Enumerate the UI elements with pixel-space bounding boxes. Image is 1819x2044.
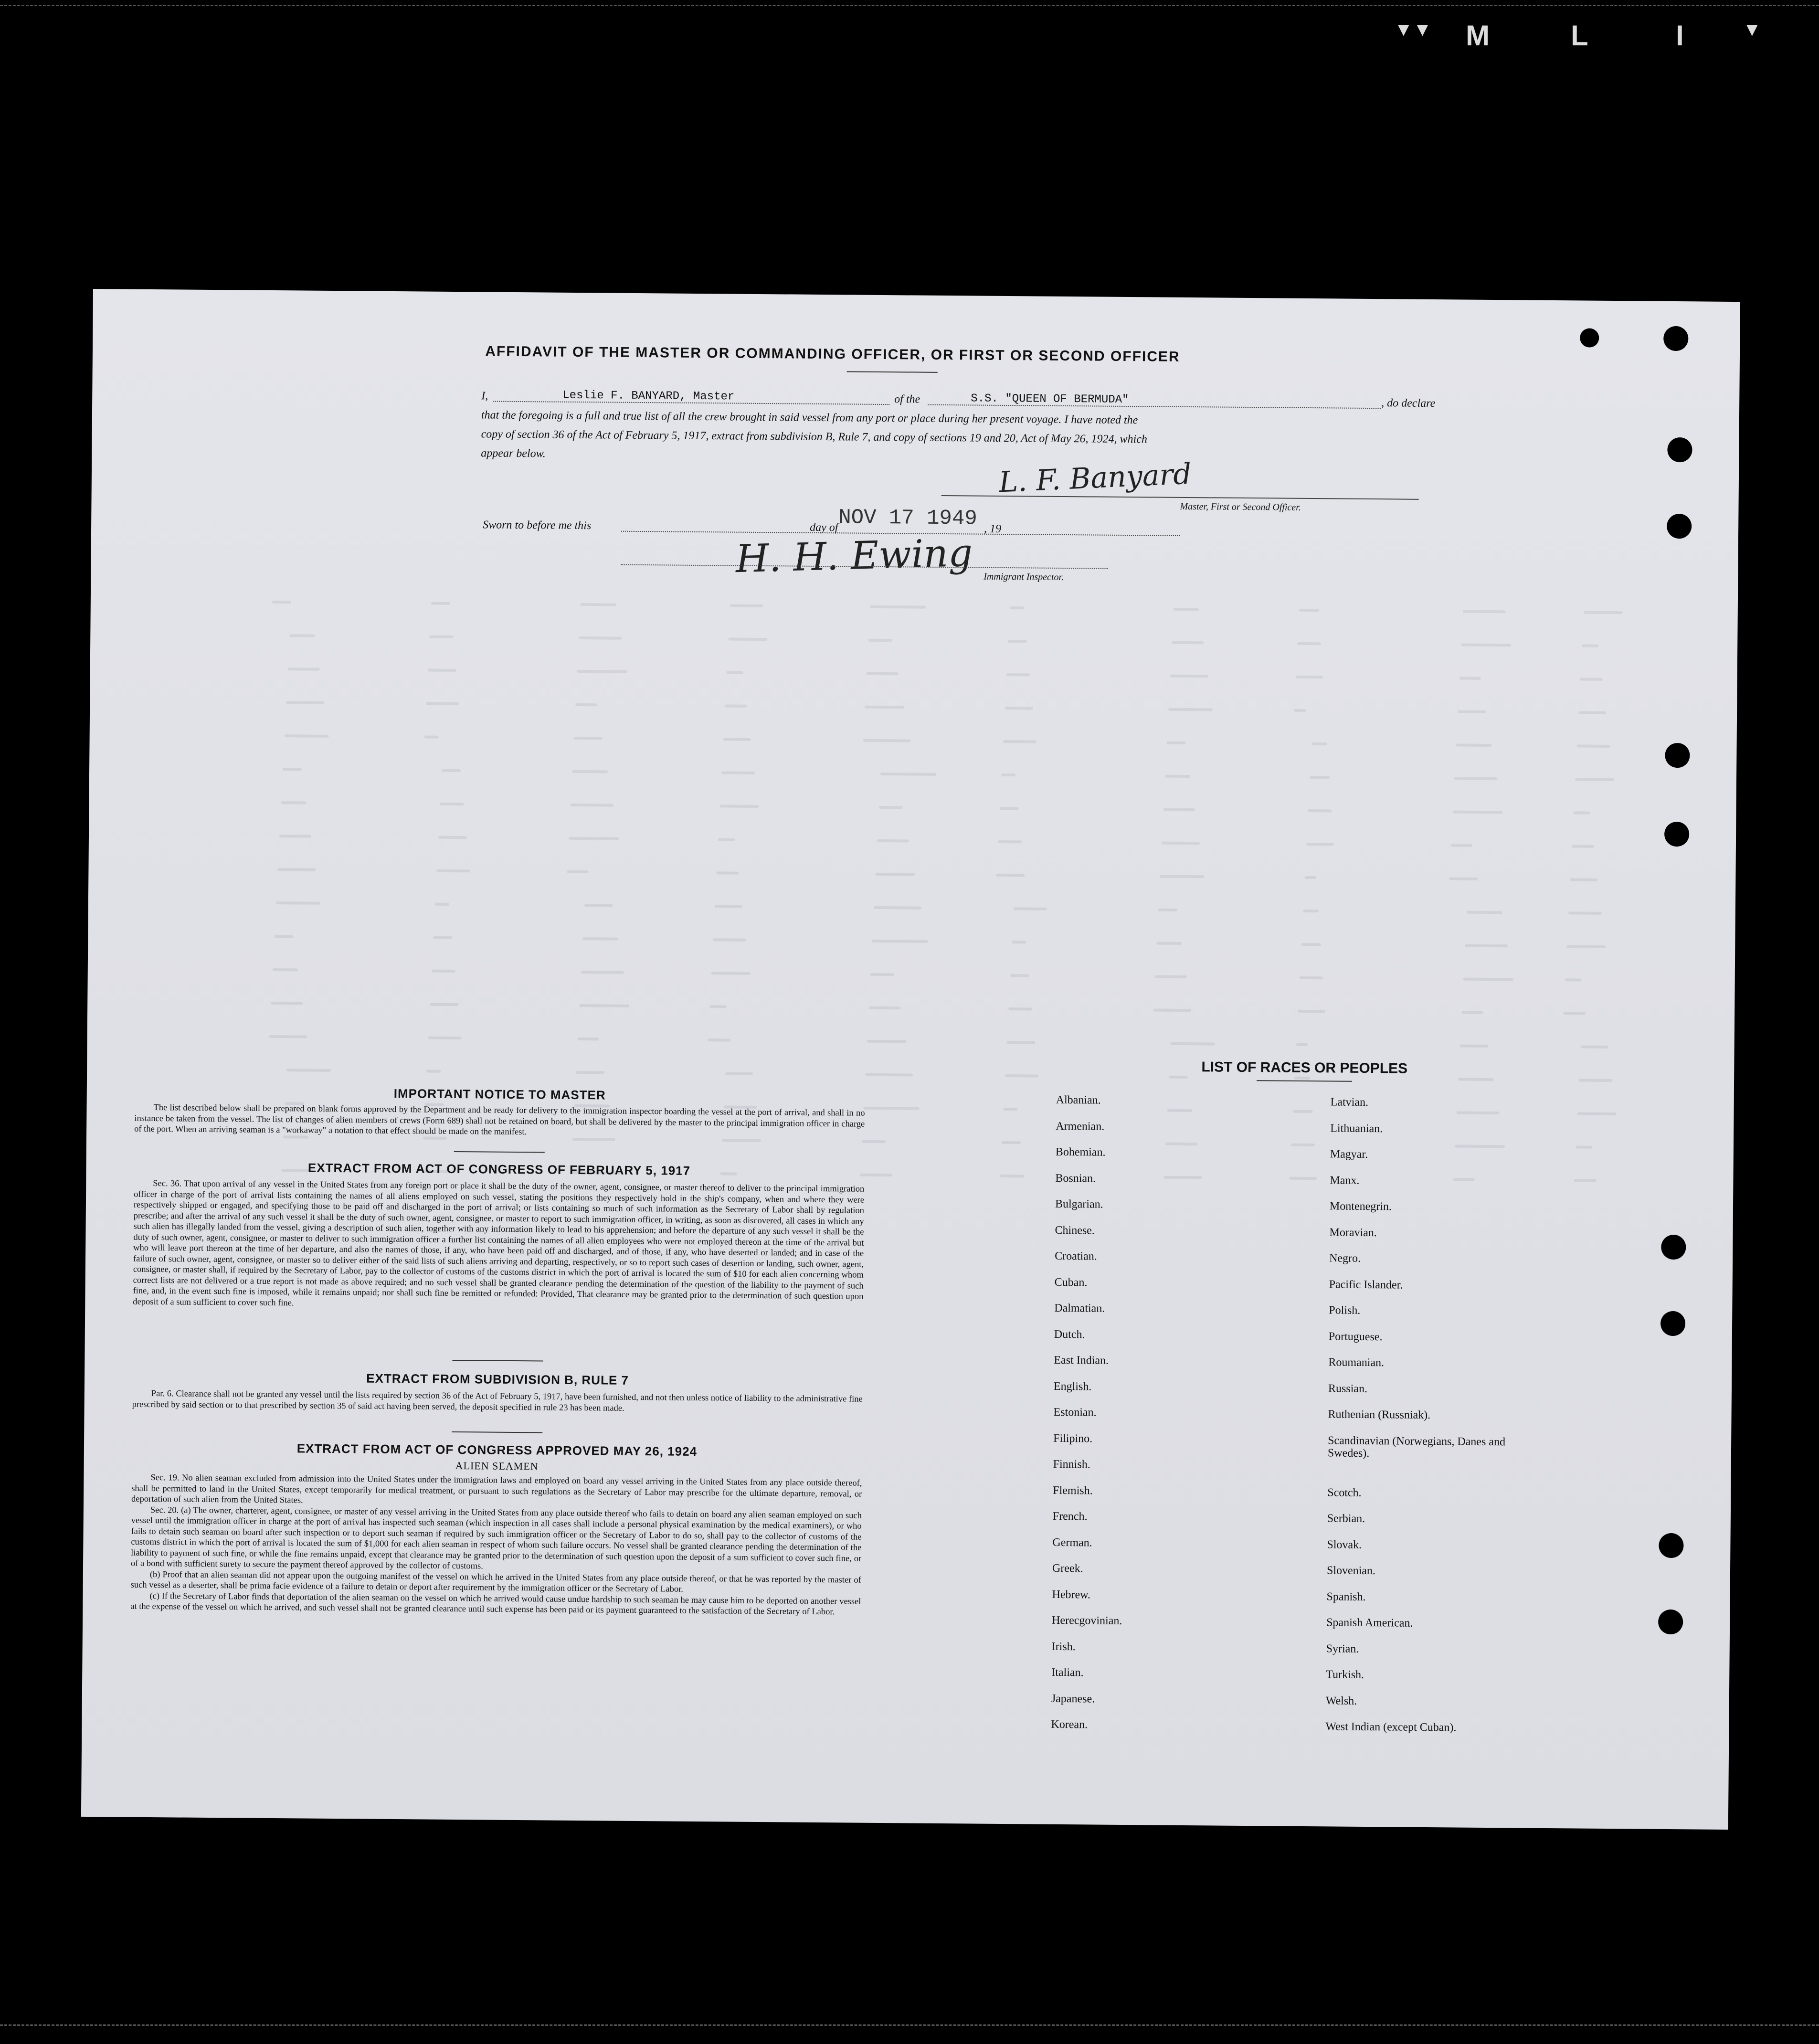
extract-rule7-text: Par. 6. Clearance shall not be granted any vessel until the lists required by section 36 of the Act of February 5, 1917, have been furnished, and not then unless notice of liability to the administrative fine prescribed by said section or to that prescribed by section 35 of said act having been served, the deposit specified in rule 23 has been made.: [132, 1389, 863, 1413]
inspector-label: Immigrant Inspector.: [984, 571, 1064, 582]
race-item: Russian.: [1328, 1382, 1368, 1395]
race-item: West Indian (except Cuban).: [1325, 1720, 1457, 1734]
race-item: Spanish.: [1326, 1590, 1366, 1603]
year-suffix: , 19: [984, 522, 1002, 535]
sworn-label: Sworn to before me this: [483, 519, 592, 532]
bleed-through-row: [88, 900, 1735, 922]
race-item: Dalmatian.: [1054, 1302, 1105, 1315]
race-item: Montenegrin.: [1329, 1200, 1392, 1213]
alien-seamen-subtitle: ALIEN SEAMEN: [455, 1460, 539, 1472]
punch-hole-icon: [1664, 822, 1689, 847]
race-item: Korean.: [1051, 1718, 1088, 1731]
race-item: Estonian.: [1053, 1406, 1097, 1419]
master-signature: L. F. Banyard: [998, 457, 1192, 499]
inspector-signature: H. H. Ewing: [735, 530, 973, 582]
bleed-through-row: [90, 666, 1737, 688]
race-item: Irish.: [1051, 1640, 1076, 1653]
race-item: Flemish.: [1053, 1484, 1093, 1497]
race-item: Ruthenian (Russniak).: [1328, 1408, 1431, 1422]
sec-20a-text: Sec. 20. (a) The owner, charterer, agent, consignee, or master of any vessel arriving in the United States from any place outside thereof who fails to detain on board any alien seaman employed on such vessel until the immigration officer in charge at the port of arrival has inspected such seaman (which inspection in all cases shall include a personal physical examination by the medical examiners), or who fails to detain such seaman on board after such inspection or to deport such seaman if required by such immigration officer or the Secretary of Labor to do so, shall pay to the collector of customs of the customs district in which the port of arrival is located the sum of $1,000 for each alien seaman in respect of whom such failure occurs. No vessel shall be granted clearance pending the determination of the liability to payment of such fine, or while the fine remains unpaid, except that clearance may be granted prior to the determination of such question upon the deposit of a sum sufficient to cover such fine, or of a bond with sufficient surety to secure the payment thereof approved by the collector of customs.: [130, 1505, 862, 1571]
race-item: Scandinavian (Norwegians, Danes and Swedes).: [1327, 1434, 1506, 1460]
bleed-through-row: [89, 800, 1736, 822]
race-item: Serbian.: [1327, 1512, 1365, 1525]
bleed-through-row: [89, 766, 1736, 789]
bleed-through-rows: [93, 289, 1740, 302]
sec-20c-text: (c) If the Secretary of Labor finds that deportation of the alien seaman on the vessel on which he arrived would cause undue hardship to such seaman he may cause him to be deported on another vessel at the expense of the vessel on which he arrived, and such vessel shall not be granted clearance until such expense has been paid or its payment guaranteed to the satisfaction of the Secretary of Labor.: [130, 1591, 861, 1617]
punch-hole-icon: [1658, 1610, 1683, 1634]
bleed-through-row: [88, 867, 1735, 889]
punch-hole-icon: [1659, 1533, 1683, 1558]
race-item: German.: [1052, 1536, 1092, 1549]
race-item: Negro.: [1329, 1252, 1361, 1265]
film-letter: M: [1466, 20, 1490, 52]
affidavit-line-4: appear below.: [481, 447, 546, 460]
bleed-through-row: [90, 733, 1737, 755]
race-item: East Indian.: [1054, 1354, 1109, 1367]
arrow-marks-icon: ▼: [1743, 19, 1762, 40]
race-item: Hebrew.: [1052, 1588, 1091, 1601]
race-item: Syrian.: [1326, 1642, 1359, 1655]
race-item: Japanese.: [1051, 1692, 1095, 1705]
race-item: Finnish.: [1053, 1458, 1090, 1471]
race-item: Armenian.: [1056, 1120, 1105, 1133]
affidavit-line-3: copy of section 36 of the Act of February 5, 1917, extract from subdivision B, Rule 7, and copy of sections 19 and 20, Act of May 26, 1924, which: [481, 428, 1148, 446]
punch-hole-icon: [1661, 1235, 1686, 1260]
punch-hole-icon: [1580, 328, 1599, 347]
race-item: Welsh.: [1325, 1694, 1357, 1707]
bleed-through-row: [86, 1134, 1734, 1156]
bleed-through-row: [90, 699, 1737, 722]
affidavit-line-2: that the foregoing is a full and true list of all the crew brought in said vessel from any port or place during her present voyage. I have noted the: [481, 409, 1138, 427]
bleed-through-row: [91, 599, 1738, 622]
notice-text: The list described below shall be prepared on blank forms approved by the Department and be ready for delivery to the immigration inspector boarding the vessel at the port of arrival, and shall in no instance be taken from the vessel. The list of changes of alien members of crews (Form 689) shall not be retained on board, but shall be delivered by the master to the principal immigration officer in charge of the port. When an arriving seaman is a "workaway" a notation to that effect should be made on the manifest.: [134, 1103, 865, 1137]
race-item: Chinese.: [1055, 1224, 1095, 1237]
bleed-through-row: [88, 967, 1735, 989]
race-item: Dutch.: [1054, 1328, 1085, 1341]
bleed-through-row: [90, 633, 1737, 655]
race-item: Bosnian.: [1055, 1172, 1096, 1185]
race-item: Bohemian.: [1055, 1145, 1106, 1159]
race-item: Portuguese.: [1328, 1330, 1383, 1343]
film-letter: L: [1571, 20, 1588, 52]
race-item: French.: [1052, 1510, 1088, 1523]
extract-1924-title: EXTRACT FROM ACT OF CONGRESS APPROVED MAY 26, 1924: [296, 1441, 698, 1459]
punch-hole-icon: [1667, 514, 1692, 539]
master-label: Master, First or Second Officer.: [1180, 501, 1301, 513]
race-item: Manx.: [1330, 1174, 1360, 1187]
extract-rule7-title: EXTRACT FROM SUBDIVISION B, RULE 7: [366, 1371, 629, 1387]
punch-hole-icon: [1663, 326, 1688, 351]
affidavit-i-label: I,: [481, 390, 488, 402]
sec-19-text: Sec. 19. No alien seaman excluded from admission into the United States under the immigration laws and employed on board any vessel arriving in the United States from any place outside thereof, shall be permitted to land in the United States, except temporarily for medical treatment, or pursuant to such regulations as the Secretary of Labor may prescribe for the ultimate departure, removal, or deportation of such alien from the United States.: [131, 1473, 862, 1505]
race-item: Spanish American.: [1326, 1616, 1413, 1630]
punch-hole-icon: [1660, 1311, 1685, 1336]
film-marks: [1385, 19, 1819, 62]
race-item: Slovak.: [1327, 1538, 1362, 1551]
race-item: Filipino.: [1053, 1432, 1093, 1445]
race-item: Latvian.: [1330, 1096, 1369, 1109]
race-item: Greek.: [1052, 1562, 1083, 1575]
film-letter: I: [1676, 20, 1684, 52]
race-item: Scotch.: [1327, 1486, 1362, 1499]
race-item: Turkish.: [1326, 1668, 1364, 1681]
bleed-through-row: [89, 833, 1736, 856]
race-item: Herecgovinian.: [1052, 1614, 1122, 1628]
day-of-label: day of: [810, 521, 838, 534]
affidavit-title: AFFIDAVIT OF THE MASTER OR COMMANDING OFFICER, OR FIRST OR SECOND OFFICER: [485, 343, 1180, 365]
extract-1917-title: EXTRACT FROM ACT OF CONGRESS OF FEBRUARY 5, 1917: [307, 1160, 691, 1178]
race-item: Croatian.: [1055, 1250, 1097, 1263]
race-item: Italian.: [1051, 1666, 1084, 1679]
master-name: Leslie F. BANYARD, Master: [562, 389, 735, 403]
race-item: Pacific Islander.: [1329, 1278, 1403, 1292]
extract-1924-text: [130, 1472, 862, 1618]
affidavit-do-declare: , do declare: [1381, 397, 1436, 410]
vessel-name: S.S. "QUEEN OF BERMUDA": [971, 392, 1129, 407]
race-item: Magyar.: [1330, 1148, 1368, 1161]
race-item: Cuban.: [1054, 1276, 1088, 1289]
bleed-through-row: [87, 1000, 1734, 1023]
extract-1917-text: Sec. 36. That upon arrival of any vessel in the United States from any foreign port or place it shall be the duty of the owner, agent, consignee, or master thereof to deliver to the principal immigration officer in charge of the port of arrival lists containing the names of all aliens employed on such vessel, stating the positions they respectively hold in the ship's company, when and where they were respectively shipped or engaged, and specifying those to be paid off and discharged in the port of arrival; or lists containing so much of such information as the Secretary of Labor shall by regulation prescribe; and after the arrival of any such vessel it shall be the duty of such owner, agent, consignee, or master to report to such immigration officer, in writing, as soon as discovered, all cases in which any such alien has illegally landed from the vessel, giving a description of such alien, together with any information likely to lead to his apprehension; and before the departure of any such vessel it shall be the duty of such owner, agent, consignee, or master to deliver to such immigration officer a further list containing the names of all alien employees who were not employed thereon at the time of the arrival but who will leave port thereon at the time of her departure, and also the names of those, if any, who have been paid off and discharged, and of those, if any, who have deserted or landed; and in case of the failure of such owner, agent, consignee, or master so to deliver either of the said lists of such aliens arriving and departing, respectively, or so to report such cases of desertion or landing, such owner, agent, consignee, or master shall, if required by the Secretary of Labor, pay to the collector of customs of the customs district in which the port of arrival is located the sum of $10 for each alien concerning whom correct lists are not delivered or a true report is not made as above required; and no such vessel shall be granted clearance pending the determination of the question of the liability to the payment of such fine, and, in the event such fine is imposed, while it remains unpaid; nor shall such fine be remitted or refunded: Provided, That clearance may be granted prior to the determination of such question upon deposit of a sum sufficient to cover such fine.: [133, 1179, 865, 1308]
manifest-sheet: [81, 289, 1740, 1830]
races-title: LIST OF RACES OR PEOPLES: [1201, 1059, 1408, 1077]
bleed-through-row: [87, 1034, 1734, 1056]
race-item: Polish.: [1329, 1304, 1361, 1317]
date-stamp: NOV 17 1949: [838, 506, 977, 531]
race-item: Lithuanian.: [1330, 1122, 1383, 1135]
race-item: Moravian.: [1329, 1226, 1377, 1239]
race-item: Slovenian.: [1326, 1564, 1376, 1578]
bleed-through-row: [88, 933, 1735, 956]
affidavit-of-the: of the: [894, 393, 920, 406]
race-item: Albanian.: [1056, 1093, 1101, 1107]
race-item: Bulgarian.: [1055, 1197, 1103, 1211]
notice-title: IMPORTANT NOTICE TO MASTER: [393, 1086, 606, 1102]
arrow-marks-icon: ▼▼: [1394, 19, 1432, 40]
sec-20b-text: (b) Proof that an alien seaman did not appear upon the outgoing manifest of the vessel on which he arrived in the United States from any place outside thereof, or that he was reported by the master of such vessel as a deserter, shall be prima facie evidence of a failure to detain or deport after requirement by the immigration officer or the Secretary of Labor.: [130, 1569, 861, 1594]
race-item: English.: [1053, 1380, 1092, 1393]
punch-hole-icon: [1667, 437, 1692, 462]
race-item: Roumanian.: [1328, 1356, 1385, 1369]
